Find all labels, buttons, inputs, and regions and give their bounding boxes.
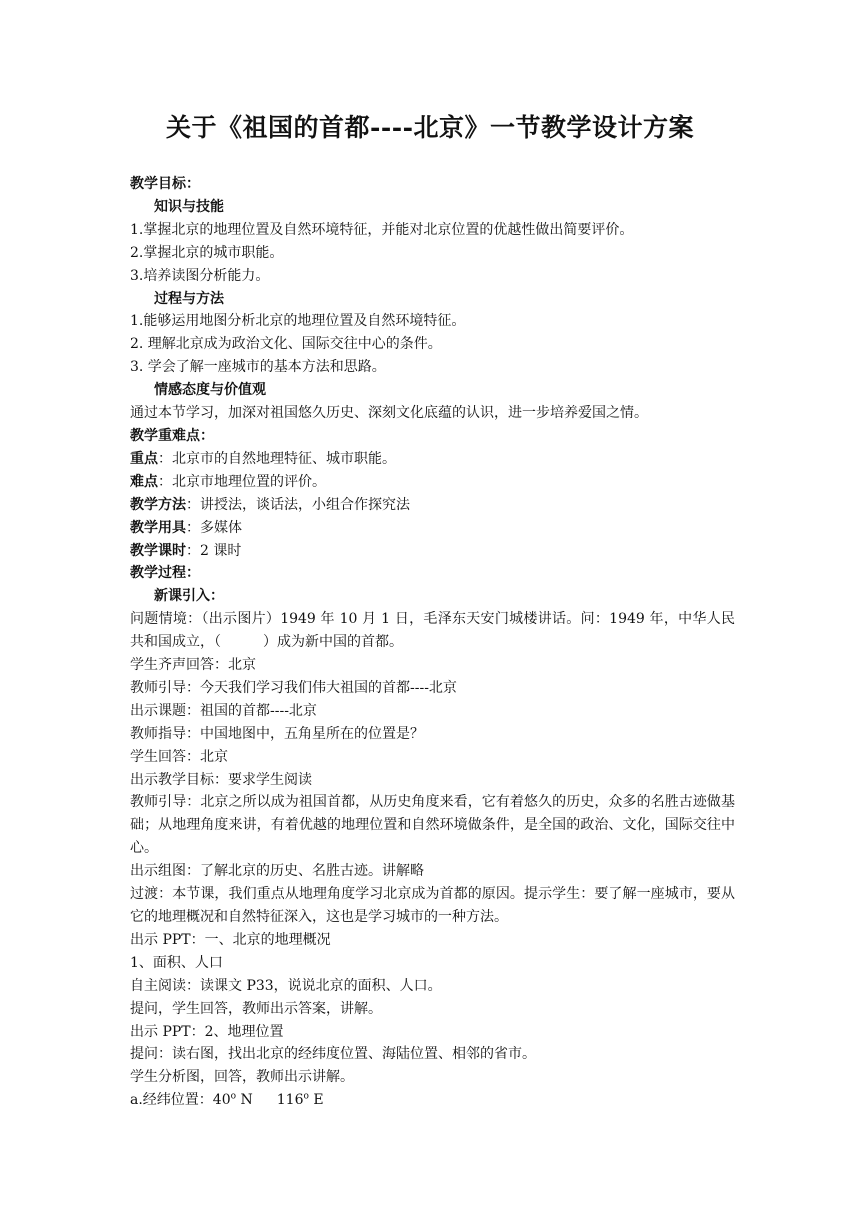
process-item-2: 2. 理解北京成为政治文化、国际交往中心的条件。 [130,336,442,353]
process-line: 提问：读右图，找出北京的经纬度位置、海陆位置、相邻的省市。 [130,1046,536,1063]
process-line: 教师引导：北京之所以成为祖国首都，从历史角度来看，它有着悠久的历史，众多的名胜古迹做基础；从地理角度来讲，有着优越的地理位置和自然环境做条件，是全国的政治、文化，国际交往中心。 [130,794,735,857]
process-line: 学生齐声回答：北京 [130,657,256,674]
document-body [130,173,735,1112]
process-item-3: 3. 学会了解一座城市的基本方法和思路。 [130,359,386,376]
coordinates-line [130,1089,735,1112]
emotion-heading: 情感态度与价值观 [154,382,266,399]
hours-text: ：2 课时 [186,542,242,559]
focus-text: ：北京市的自然地理特征、城市职能。 [158,450,396,467]
process-line: 出示教学目标：要求学生阅读 [130,771,312,788]
coord-degree-lon: o [303,1091,309,1102]
process-line: 过渡：本节课，我们重点从地理角度学习北京成为首都的原因。提示学生：要了解一座城市，要从它的地理概况和自然特征深入，这也是学习城市的一种方法。 [130,886,735,925]
process-item-1: 1.能够运用地图分析北京的地理位置及自然环境特征。 [130,313,466,330]
process-heading: 教学过程： [130,565,200,582]
knowledge-item-1: 1.掌握北京的地理位置及自然环境特征，并能对北京位置的优越性做出简要评价。 [130,221,634,238]
process-line: 出示课题：祖国的首都----北京 [130,702,317,719]
knowledge-heading: 知识与技能 [154,198,224,215]
process-line: 问题情境：（出示图片）1949 年 10 月 1 日，毛泽东天安门城楼讲话。问：1949 年，中华人民共和国成立，（ ）成为新中国的首都。 [130,611,735,651]
objectives-heading: 教学目标： [130,176,200,192]
tools-label: 教学用具 [130,519,186,536]
focus-line [130,448,735,471]
process-line: 教师指导：中国地图中，五角星所在的位置是？ [130,725,424,742]
methods-label: 教学方法 [130,496,186,513]
methods-line [130,494,735,517]
knowledge-item-3: 3.培养读图分析能力。 [130,267,270,284]
key-points-heading: 教学重难点： [130,427,214,444]
emotion-item-1: 通过本节学习，加深对祖国悠久历史、深刻文化底蕴的认识，进一步培养爱国之情。 [130,405,648,422]
hours-line [130,540,735,563]
process-method-heading: 过程与方法 [154,290,224,307]
difficulty-label: 难点 [130,473,158,490]
tools-text: ：多媒体 [186,519,242,536]
process-line: 自主阅读：读课文 P33，说说北京的面积、人口。 [130,977,442,994]
coord-e: E [308,1092,324,1109]
methods-text: ：讲授法，谈话法，小组合作探究法 [186,496,410,513]
coord-n: N [236,1092,253,1109]
difficulty-line [130,471,735,494]
document-title: 关于《祖国的首都----北京》一节教学设计方案 [165,113,694,142]
process-line: 1、面积、人口 [130,954,223,971]
intro-heading: 新课引入： [154,588,224,605]
tools-line [130,517,735,540]
hours-label: 教学课时 [130,542,186,559]
process-line: 学生回答：北京 [130,748,228,765]
process-line: 教师引导：今天我们学习我们伟大祖国的首都----北京 [130,679,457,696]
process-line: 出示 PPT：一、北京的地理概况 [130,931,331,948]
coord-lon: 116 [276,1092,304,1109]
knowledge-item-2: 2.掌握北京的城市职能。 [130,244,284,261]
process-line: 出示 PPT：2、地理位置 [130,1023,284,1040]
coord-lat: a.经纬位置：40 [130,1092,231,1109]
difficulty-text: ：北京市地理位置的评价。 [158,473,326,490]
process-line: 出示组图：了解北京的历史、名胜古迹。讲解略 [130,863,424,880]
focus-label: 重点 [130,450,158,467]
coord-degree-lat: o [230,1091,237,1102]
process-line: 学生分析图，回答，教师出示讲解。 [130,1069,354,1086]
process-line: 提问，学生回答，教师出示答案，讲解。 [130,1000,382,1017]
